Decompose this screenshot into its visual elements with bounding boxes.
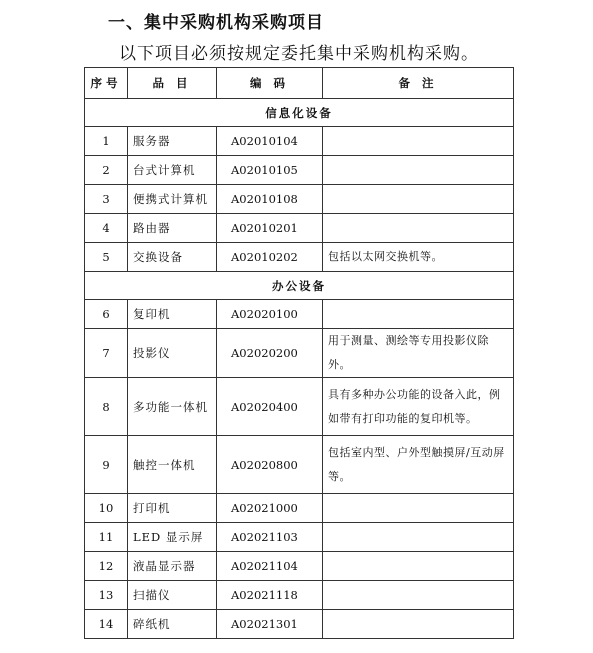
- item-note: 包括以太网交换机等。: [323, 243, 514, 272]
- table-row: [85, 552, 514, 581]
- row-number: 9: [85, 436, 128, 494]
- row-number: 13: [85, 581, 128, 610]
- item-note: [323, 494, 514, 523]
- item-name: 多功能一体机: [128, 378, 217, 436]
- category-row: [85, 272, 514, 300]
- header-item: 品 目: [128, 68, 217, 99]
- item-name: 台式计算机: [128, 156, 217, 185]
- row-number: 7: [85, 329, 128, 378]
- item-name: 交换设备: [128, 243, 217, 272]
- table-row: [85, 185, 514, 214]
- item-code: A02021103: [217, 523, 323, 552]
- table-row: [85, 243, 514, 272]
- row-number: 10: [85, 494, 128, 523]
- intro-text: 以下项目必须按规定委托集中采购机构采购。: [119, 44, 479, 64]
- row-number: 4: [85, 214, 128, 243]
- table-row: [85, 436, 514, 494]
- item-name: 便携式计算机: [128, 185, 217, 214]
- item-name: 液晶显示器: [128, 552, 217, 581]
- item-note: [323, 214, 514, 243]
- table-row: [85, 494, 514, 523]
- table-row: [85, 156, 514, 185]
- item-code: A02010108: [217, 185, 323, 214]
- item-name: 触控一体机: [128, 436, 217, 494]
- procurement-table: [84, 67, 514, 639]
- row-number: 5: [85, 243, 128, 272]
- item-code: A02020100: [217, 300, 323, 329]
- table-row: [85, 378, 514, 436]
- row-number: 1: [85, 127, 128, 156]
- item-note: [323, 300, 514, 329]
- table-row: [85, 214, 514, 243]
- category-label: 信息化设备: [85, 99, 514, 127]
- item-name: 打印机: [128, 494, 217, 523]
- item-note: [323, 581, 514, 610]
- item-code: A02020400: [217, 378, 323, 436]
- table-body: [85, 99, 514, 639]
- row-number: 3: [85, 185, 128, 214]
- item-note: 用于测量、测绘等专用投影仪除外。: [323, 329, 514, 378]
- row-number: 6: [85, 300, 128, 329]
- header-no: 序号: [85, 68, 128, 99]
- section-heading: 一、集中采购机构采购项目: [108, 13, 324, 33]
- item-code: A02021301: [217, 610, 323, 639]
- item-code: A02021118: [217, 581, 323, 610]
- item-name: 投影仪: [128, 329, 217, 378]
- item-code: A02010202: [217, 243, 323, 272]
- table-row: [85, 610, 514, 639]
- item-name: 复印机: [128, 300, 217, 329]
- item-name: 碎纸机: [128, 610, 217, 639]
- item-code: A02010201: [217, 214, 323, 243]
- item-note: [323, 127, 514, 156]
- item-note: [323, 185, 514, 214]
- header-code: 编 码: [217, 68, 323, 99]
- item-note: 包括室内型、户外型触摸屏/互动屏等。: [323, 436, 514, 494]
- table-row: [85, 523, 514, 552]
- row-number: 12: [85, 552, 128, 581]
- item-note: [323, 552, 514, 581]
- item-code: A02021000: [217, 494, 323, 523]
- table-row: [85, 127, 514, 156]
- item-note: [323, 156, 514, 185]
- row-number: 14: [85, 610, 128, 639]
- table-row: [85, 300, 514, 329]
- category-row: [85, 99, 514, 127]
- item-name: 路由器: [128, 214, 217, 243]
- row-number: 8: [85, 378, 128, 436]
- header-row: [85, 68, 514, 99]
- item-code: A02010104: [217, 127, 323, 156]
- header-note: 备 注: [323, 68, 514, 99]
- row-number: 2: [85, 156, 128, 185]
- item-note: [323, 610, 514, 639]
- item-name: 服务器: [128, 127, 217, 156]
- item-code: A02021104: [217, 552, 323, 581]
- item-name: 扫描仪: [128, 581, 217, 610]
- item-note: 具有多种办公功能的设备入此，例如带有打印功能的复印机等。: [323, 378, 514, 436]
- item-note: [323, 523, 514, 552]
- category-label: 办公设备: [85, 272, 514, 300]
- row-number: 11: [85, 523, 128, 552]
- table-row: [85, 581, 514, 610]
- item-code: A02020800: [217, 436, 323, 494]
- item-code: A02020200: [217, 329, 323, 378]
- item-name: LED 显示屏: [128, 523, 217, 552]
- table-row: [85, 329, 514, 378]
- item-code: A02010105: [217, 156, 323, 185]
